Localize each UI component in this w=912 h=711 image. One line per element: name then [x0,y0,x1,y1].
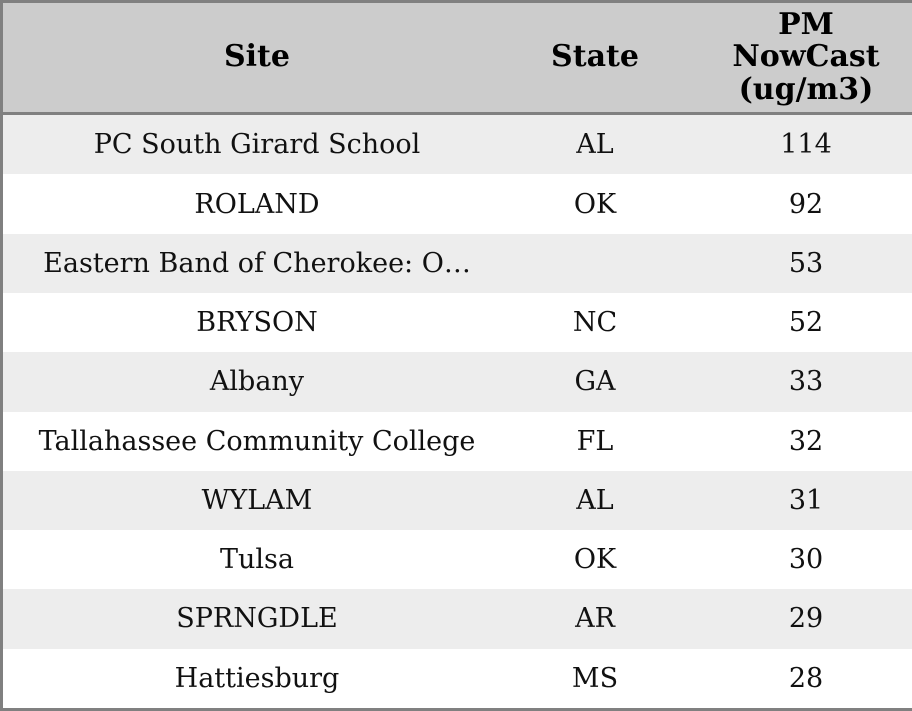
column-header-site-line-1: Site [223,39,290,75]
column-header-site[interactable] [3,3,511,114]
cell-pm-nowcast: 32 [679,412,912,471]
column-header-pm-nowcast[interactable] [679,3,912,114]
cell-site: Tallahassee Community College [3,412,511,471]
cell-pm-nowcast: 29 [679,589,912,648]
cell-site: Tulsa [3,530,511,589]
table-row[interactable] [3,471,912,530]
cell-pm-nowcast: 92 [679,174,912,233]
pm-nowcast-table [3,3,912,708]
cell-pm-nowcast: 114 [679,114,912,175]
cell-state: AL [511,471,679,530]
table-header [3,3,912,114]
cell-state: OK [511,174,679,233]
cell-pm-nowcast: 30 [679,530,912,589]
table-row[interactable] [3,352,912,411]
table-body [3,114,912,708]
cell-pm-nowcast: 53 [679,234,912,293]
cell-state: MS [511,649,679,708]
cell-pm-nowcast: 52 [679,293,912,352]
table-row[interactable] [3,530,912,589]
cell-site: Albany [3,352,511,411]
cell-state [511,234,679,293]
cell-state: OK [511,530,679,589]
table-row[interactable] [3,234,912,293]
cell-pm-nowcast: 33 [679,352,912,411]
cell-state: GA [511,352,679,411]
cell-pm-nowcast: 28 [679,649,912,708]
column-header-pm-nowcast-line-2: NowCast [732,39,880,75]
column-header-state[interactable] [511,3,679,114]
cell-state: AR [511,589,679,648]
table-row[interactable] [3,649,912,708]
cell-state: AL [511,114,679,175]
table-row[interactable] [3,174,912,233]
table-row[interactable] [3,114,912,175]
cell-state: NC [511,293,679,352]
cell-pm-nowcast: 31 [679,471,912,530]
column-header-pm-nowcast-line-1: PM [778,7,834,42]
column-header-pm-nowcast-line-3: (ug/m3) [738,71,874,107]
cell-site: BRYSON [3,293,511,352]
cell-site: ROLAND [3,174,511,233]
cell-site: Eastern Band of Cherokee: O… [3,234,511,293]
cell-state: FL [511,412,679,471]
cell-site: WYLAM [3,471,511,530]
table-row[interactable] [3,589,912,648]
table-row[interactable] [3,412,912,471]
table-row[interactable] [3,293,912,352]
column-header-state-line-1: State [551,39,639,75]
cell-site: PC South Girard School [3,114,511,175]
cell-site: SPRNGDLE [3,589,511,648]
cell-site: Hattiesburg [3,649,511,708]
table-header-row [3,3,912,114]
